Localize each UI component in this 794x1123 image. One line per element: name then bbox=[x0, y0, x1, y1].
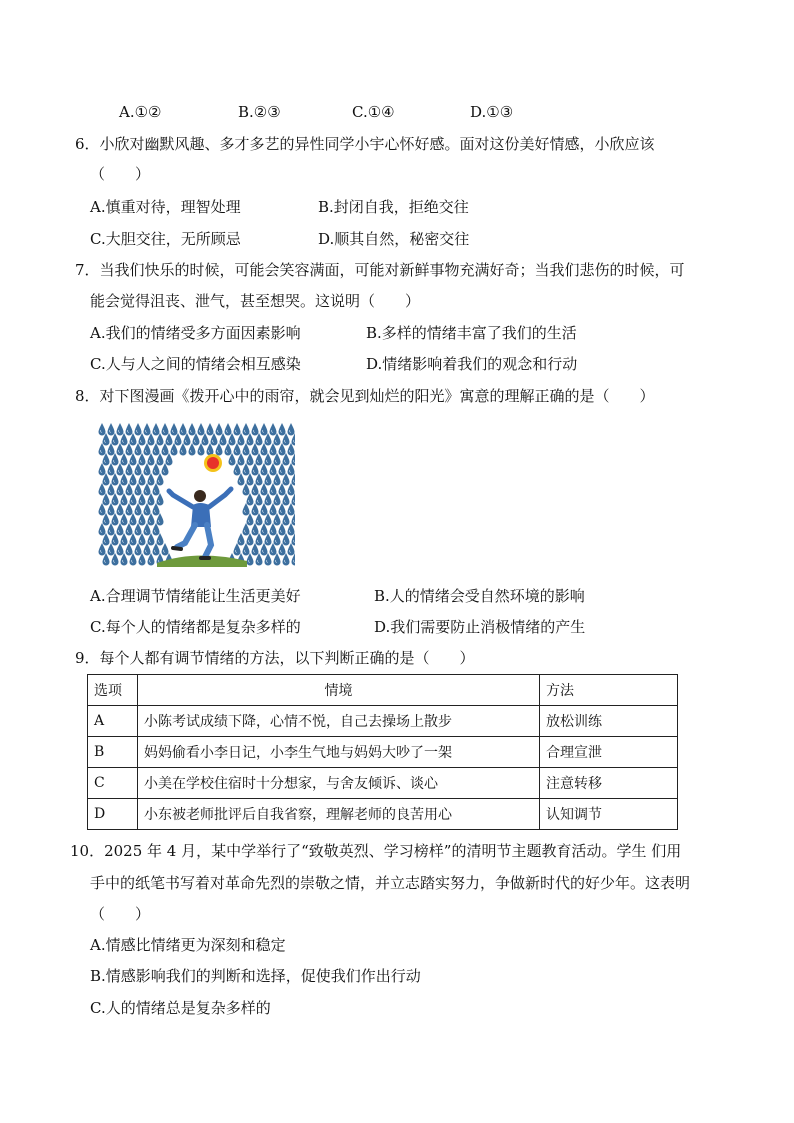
q5-option-d: D.①③ bbox=[470, 103, 514, 121]
row-scenario: 妈妈偷看小李日记，小李生气地与妈妈大吵了一架 bbox=[138, 737, 540, 768]
q6-option-d: D.顺其自然，秘密交往 bbox=[318, 230, 470, 248]
q7-option-a: A.我们的情绪受多方面因素影响 bbox=[90, 324, 301, 342]
q7-option-b: B.多样的情绪丰富了我们的生活 bbox=[366, 324, 577, 342]
q8-option-c: C.每个人的情绪都是复杂多样的 bbox=[90, 618, 301, 636]
sun-icon bbox=[204, 454, 222, 472]
q5-option-a: A.①② bbox=[119, 103, 162, 121]
q10-stem-line2: 手中的纸笔书写着对革命先烈的崇敬之情，并立志踏实努力，争做新时代的好少年。这表明 bbox=[90, 874, 691, 892]
q6-stem-line2: （ ） bbox=[90, 165, 151, 183]
row-option: B bbox=[88, 737, 138, 768]
q7-stem-line2: 能会觉得沮丧、泄气，甚至想哭。这说明（ ） bbox=[90, 292, 421, 310]
q5-option-b: B.②③ bbox=[238, 103, 281, 121]
q9-stem: 9．每个人都有调节情绪的方法，以下判断正确的是（ ） bbox=[75, 649, 475, 667]
table-row bbox=[88, 799, 678, 830]
row-scenario: 小陈考试成绩下降，心情不悦，自己去操场上散步 bbox=[138, 706, 540, 737]
rain-curtain-cartoon bbox=[97, 421, 295, 569]
table-row bbox=[88, 768, 678, 799]
q8-option-d: D.我们需要防止消极情绪的产生 bbox=[374, 618, 586, 636]
q8-stem: 8．对下图漫画《拨开心中的雨帘，就会见到灿烂的阳光》寓意的理解正确的是（ ） bbox=[75, 387, 655, 405]
q7-stem-line1: 7．当我们快乐的时候，可能会笑容满面，可能对新鲜事物充满好奇；当我们悲伤的时候，可 bbox=[75, 261, 685, 279]
q6-option-c: C.大胆交往，无所顾忌 bbox=[90, 230, 241, 248]
q6-option-a: A.慎重对待，理智处理 bbox=[90, 198, 241, 216]
q7-option-d: D.情绪影响着我们的观念和行动 bbox=[366, 355, 578, 373]
row-option: D bbox=[88, 799, 138, 830]
header-method: 方法 bbox=[540, 675, 678, 706]
row-scenario: 小美在学校住宿时十分想家，与舍友倾诉、谈心 bbox=[138, 768, 540, 799]
q6-option-b: B.封闭自我，拒绝交往 bbox=[318, 198, 469, 216]
q6-stem-line1: 6．小欣对幽默风趣、多才多艺的异性同学小宇心怀好感。面对这份美好情感，小欣应该 bbox=[75, 135, 655, 153]
q10-stem-line1: 10．2025 年 4 月，某中学举行了“致敬英烈、学习榜样”的清明节主题教育活动。学生 们用 bbox=[70, 842, 682, 860]
table-row bbox=[88, 737, 678, 768]
table-row bbox=[88, 706, 678, 737]
row-method: 合理宣泄 bbox=[540, 737, 678, 768]
row-option: A bbox=[88, 706, 138, 737]
q10-option-b: B.情感影响我们的判断和选择，促使我们作出行动 bbox=[90, 967, 421, 985]
row-scenario: 小东被老师批评后自我省察，理解老师的良苦用心 bbox=[138, 799, 540, 830]
q7-option-c: C.人与人之间的情绪会相互感染 bbox=[90, 355, 301, 373]
header-option: 选项 bbox=[88, 675, 138, 706]
q10-option-a: A.情感比情绪更为深刻和稳定 bbox=[90, 936, 286, 954]
row-method: 放松训练 bbox=[540, 706, 678, 737]
row-method: 认知调节 bbox=[540, 799, 678, 830]
header-scenario: 情境 bbox=[138, 675, 540, 706]
q8-option-a: A.合理调节情绪能让生活更美好 bbox=[90, 587, 301, 605]
row-option: C bbox=[88, 768, 138, 799]
table-header-row bbox=[88, 675, 678, 706]
q5-option-c: C.①④ bbox=[352, 103, 395, 121]
q8-option-b: B.人的情绪会受自然环境的影响 bbox=[374, 587, 585, 605]
q9-table bbox=[87, 674, 678, 830]
row-method: 注意转移 bbox=[540, 768, 678, 799]
q10-stem-line3: （ ） bbox=[90, 905, 151, 923]
q10-option-c: C.人的情绪总是复杂多样的 bbox=[90, 999, 271, 1017]
